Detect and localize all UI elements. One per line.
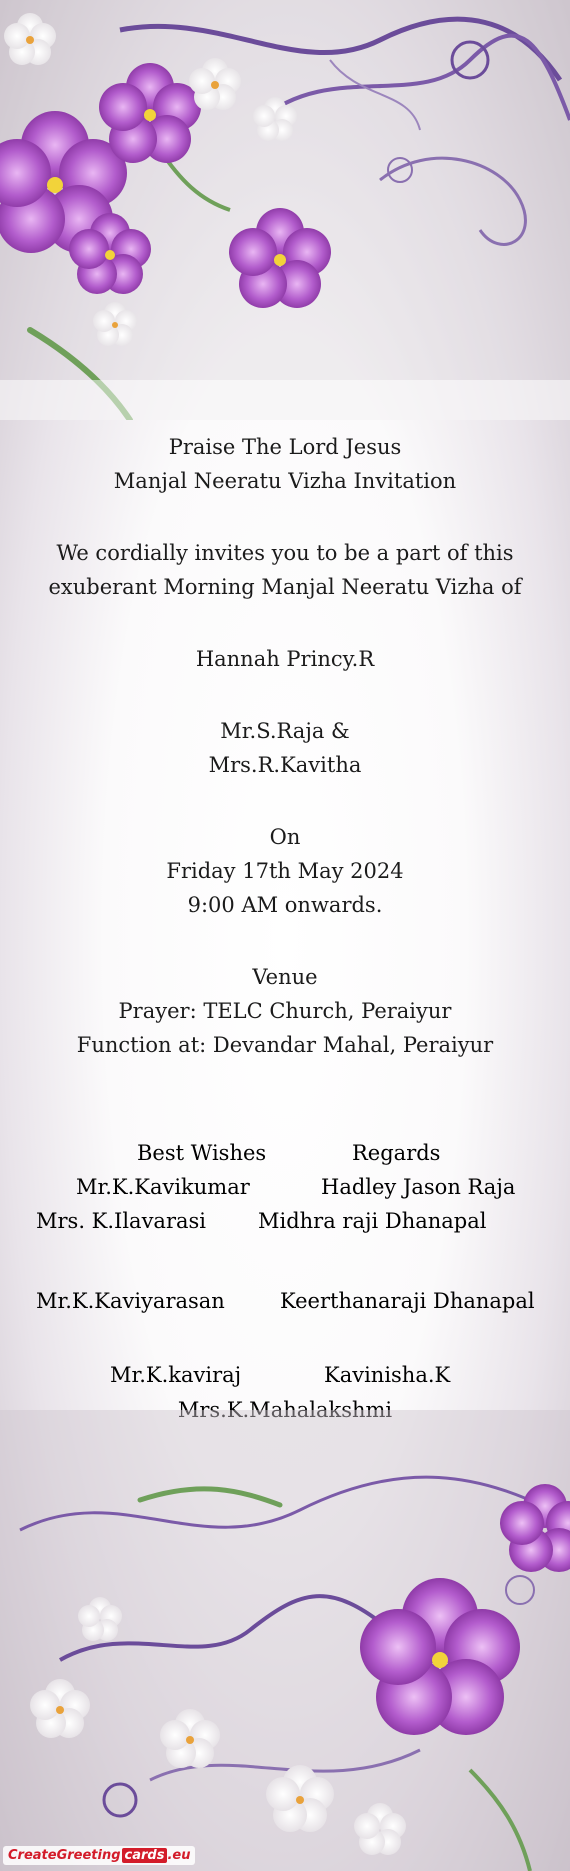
floral-top-decoration [0, 0, 570, 420]
wishes-header-row [0, 1136, 570, 1170]
wishes-right: Midhra raji Dhanapal [258, 1209, 487, 1233]
wishes-last: Mrs.K.Mahalakshmi [177, 1398, 393, 1422]
wishes-row [0, 1170, 570, 1204]
function-venue: Function at: Devandar Mahal, Peraiyur [76, 1033, 494, 1057]
wishes-left: Mr.K.kaviraj [110, 1363, 242, 1387]
floral-bottom-decoration [0, 1330, 570, 1871]
watermark-brand: CreateGreeting [8, 1848, 121, 1863]
wishes-right: Hadley Jason Raja [321, 1175, 516, 1199]
parent-2: Mrs.R.Kavitha [208, 753, 362, 777]
wishes-row [0, 1204, 570, 1238]
event-date: Friday 17th May 2024 [166, 859, 404, 883]
intro-line-2: exuberant Morning Manjal Neeratu Vizha of [48, 575, 522, 599]
venue-label: Venue [252, 965, 318, 989]
invitation-text [0, 430, 570, 1062]
watermark-suffix: .eu [167, 1848, 191, 1863]
greeting: Praise The Lord Jesus [168, 435, 402, 459]
prayer-venue: Prayer: TELC Church, Peraiyur [118, 999, 452, 1023]
best-wishes-label: Best Wishes [137, 1141, 267, 1165]
watermark-logo[interactable] [3, 1846, 195, 1865]
wishes-right: Keerthanaraji Dhanapal [280, 1289, 535, 1313]
parent-1: Mr.S.Raja & [220, 719, 350, 743]
regards-label: Regards [352, 1141, 441, 1165]
honoree-name: Hannah Princy.R [195, 647, 375, 671]
wishes-right: Kavinisha.K [324, 1363, 451, 1387]
wishes-left: Mr.K.Kavikumar [76, 1175, 250, 1199]
wishes-left: Mr.K.Kaviyarasan [36, 1289, 225, 1313]
event-time: 9:00 AM onwards. [187, 893, 383, 917]
wishes-row [0, 1284, 570, 1318]
wishes-left: Mrs. K.Ilavarasi [36, 1209, 206, 1233]
intro-line-1: We cordially invites you to be a part of this [56, 541, 514, 565]
on-label: On [269, 825, 301, 849]
invitation-title: Manjal Neeratu Vizha Invitation [113, 469, 457, 493]
watermark-badge: cards [122, 1848, 168, 1863]
